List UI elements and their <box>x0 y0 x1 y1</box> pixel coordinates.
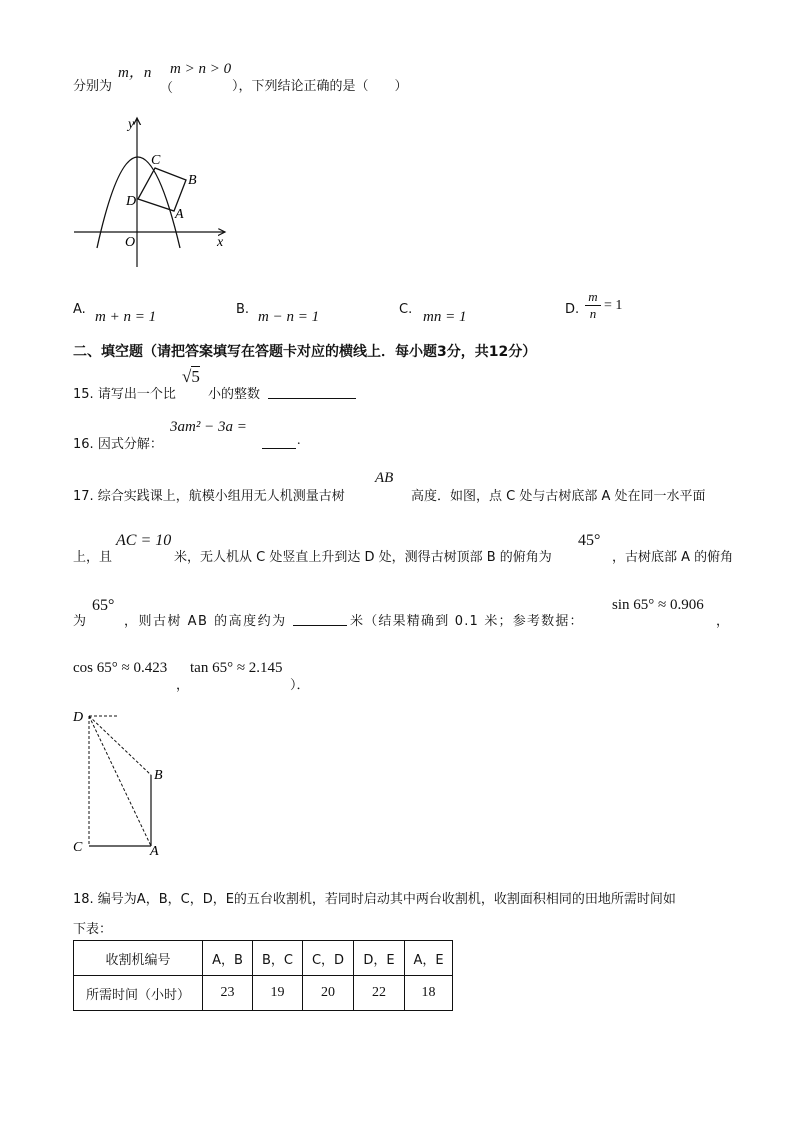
q18-line2: 下表： <box>73 922 113 937</box>
parabola-curve <box>97 157 180 248</box>
q16-answer-blank[interactable] <box>262 433 296 449</box>
q14-intro-line <box>73 75 112 94</box>
q16-expression: 3am² − 3a = <box>170 419 247 435</box>
fraction-numerator: m <box>588 289 598 304</box>
q15-answer-blank[interactable] <box>268 383 356 399</box>
q14-condition: m > n > 0 <box>170 61 232 77</box>
table-cell: C，D <box>303 941 354 976</box>
q15-text-b: 小的整数 <box>208 387 261 402</box>
q18-line1: 18. 编号为A，B，C，D，E的五台收割机，若同时启动其中两台收割机，收割面积相同的田地所需时间如 <box>73 892 676 907</box>
q17-line4-end: ）． <box>290 678 310 693</box>
label-D: D <box>73 710 84 725</box>
label-B: B <box>154 768 163 783</box>
q14-question-tail: ），下列结论正确的是（ ） <box>232 79 408 94</box>
option-b-letter: B. <box>236 302 250 317</box>
segment-db <box>89 716 151 775</box>
radicand: 5 <box>191 367 200 386</box>
table-cell: 19 <box>253 976 303 1011</box>
q17-tree-figure <box>70 705 180 860</box>
q17-line3-b: ，则古树 AB 的高度约为 <box>124 614 287 629</box>
option-c-letter: C. <box>399 302 413 317</box>
option-a-letter: A. <box>73 302 86 317</box>
q16-line <box>73 433 163 452</box>
table-cell: A，B <box>203 941 253 976</box>
sqrt-five: √5 <box>182 367 200 386</box>
label-C: C <box>73 840 83 855</box>
q14-parabola-figure <box>70 112 240 272</box>
q14-mn: m，n <box>118 65 152 81</box>
q15-text-a: 请写出一个比 <box>97 387 176 402</box>
label-A: A <box>150 844 159 859</box>
fraction-denominator: n <box>589 306 597 321</box>
table-cell: A，E <box>405 941 453 976</box>
q14-paren-open: （ <box>160 81 174 96</box>
q17-line2-b: 米，无人机从 C 处竖直上升到达 D 处，测得古树顶部 B 的俯角为 <box>174 550 552 565</box>
q17-answer-blank[interactable] <box>293 610 347 626</box>
q17-ac-expr: AC = 10 <box>116 532 172 549</box>
label-origin: O <box>125 235 136 250</box>
table-cell: 18 <box>405 976 453 1011</box>
q17-tan-data: tan 65° ≈ 2.145 <box>190 660 283 676</box>
q16-text: 因式分解： <box>97 437 163 452</box>
option-d-rhs: = 1 <box>604 298 623 313</box>
table-cell: 20 <box>303 976 354 1011</box>
q17-line3-d: ， <box>716 614 730 629</box>
segment-da <box>89 716 151 846</box>
q17-comma: ， <box>176 678 190 693</box>
label-D: D <box>126 194 137 209</box>
q17-line2-c: ，古树底部 A 的俯角 <box>612 550 734 565</box>
row-header-id: 收割机编号 <box>74 941 203 976</box>
option-c-expr: mn = 1 <box>423 309 467 325</box>
q16-number: 16. <box>73 437 94 452</box>
label-B: B <box>188 173 197 188</box>
square-abcd <box>138 168 186 211</box>
table-cell: 22 <box>354 976 405 1011</box>
harvester-time-table <box>73 940 453 1011</box>
table-row <box>74 976 453 1011</box>
q17-line1-b: 高度．如图，点 C 处与古树底部 A 处在同一水平面 <box>411 489 706 504</box>
label-A: A <box>175 207 184 222</box>
table-cell: 23 <box>203 976 253 1011</box>
label-x: x <box>217 235 224 250</box>
option-a-expr: m + n = 1 <box>95 309 157 325</box>
q17-line1-a: 17. 综合实践课上，航模小组用无人机测量古树 <box>73 489 345 504</box>
option-d-letter: D. <box>565 302 580 317</box>
label-C: C <box>151 153 161 168</box>
q17-ab: AB <box>375 470 394 486</box>
row-header-time: 所需时间（小时） <box>74 976 203 1011</box>
option-d-fraction <box>585 290 601 321</box>
q15-number: 15. <box>73 387 94 402</box>
q17-sin-data: sin 65° ≈ 0.906 <box>612 597 704 613</box>
table-cell: B，C <box>253 941 303 976</box>
q17-line2-a: 上，且 <box>73 550 113 565</box>
q15-line <box>73 383 176 402</box>
table-row <box>74 941 453 976</box>
q16-tail: . <box>297 433 301 448</box>
option-b-expr: m − n = 1 <box>258 309 320 325</box>
q14-prefix: 分别为 <box>73 79 113 94</box>
q17-line3-c: 米（结果精确到 0.1 米；参考数据： <box>350 614 584 629</box>
q17-angle-45: 45° <box>578 532 601 549</box>
q17-cos-data: cos 65° ≈ 0.423 <box>73 660 168 676</box>
label-y: y <box>128 117 135 132</box>
table-cell: D，E <box>354 941 405 976</box>
q17-line3-a: 为 <box>73 614 87 629</box>
section-title: 二、填空题（请把答案填写在答题卡对应的横线上．每小题3分，共12分） <box>73 344 537 360</box>
q17-angle-65: 65° <box>92 597 115 614</box>
